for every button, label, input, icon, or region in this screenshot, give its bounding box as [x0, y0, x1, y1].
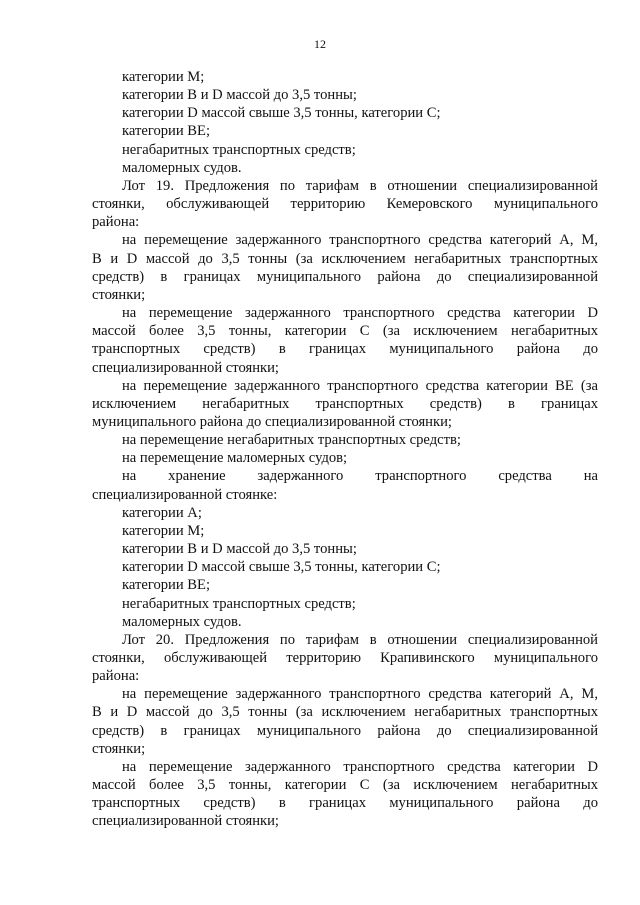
page-number: 12 [314, 37, 326, 51]
text-line: на перемещение задержанного транспортного средства категории D [122, 758, 598, 775]
text-line: В и D массой до 3,5 тонны (за исключением негабаритных транспортных [92, 704, 598, 721]
text-line: стоянки; [92, 286, 146, 303]
text-line: категории М; [122, 522, 205, 539]
text-line: категории D массой свыше 3,5 тонны, категории С; [122, 105, 441, 122]
text-line: категории М; [122, 69, 205, 85]
text-line: на перемещение задержанного транспортного средства категории ВЕ (за [122, 377, 598, 394]
text-line: негабаритных транспортных средств; [122, 595, 356, 612]
text-line: средств) в границах муниципального района до специализированной [92, 268, 598, 285]
text-line: района: [92, 214, 140, 231]
text-line: категории D массой свыше 3,5 тонны, категории С; [122, 559, 441, 576]
text-line: маломерных судов. [122, 613, 242, 630]
text-line: на перемещение задержанного транспортного средства категорий А, М, [122, 232, 598, 249]
text-line: на хранение задержанного транспортного средства на [122, 468, 598, 485]
text-line: района: [92, 668, 140, 685]
text-line: категории ВЕ; [122, 123, 211, 140]
text-line: стоянки, обслуживающей территорию Крапивинского муниципального [92, 650, 598, 666]
text-line: транспортных средств) в границах муниципального района до [92, 795, 598, 812]
text-line: категории В и D массой до 3,5 тонны; [122, 541, 357, 558]
text-line: специализированной стоянки; [92, 359, 279, 376]
text-line: на перемещение задержанного транспортного средства категорий А, М, [122, 686, 598, 703]
text-line: массой более 3,5 тонны, категории С (за исключением негабаритных [92, 777, 598, 794]
text-line: категории ВЕ; [122, 577, 211, 594]
text-line: массой более 3,5 тонны, категории С (за исключением негабаритных [92, 323, 598, 340]
text-line: на перемещение негабаритных транспортных средств; [122, 432, 461, 449]
document-body [92, 68, 598, 831]
text-line: средств) в границах муниципального района до специализированной [92, 722, 598, 739]
text-line: категории В и D массой до 3,5 тонны; [122, 87, 357, 104]
text-line: специализированной стоянки; [92, 813, 279, 830]
lot-19-heading: Лот 19. Предложения по тарифам в отношении специализированной [122, 177, 598, 194]
text-line: на перемещение задержанного транспортного средства категории D [122, 305, 598, 322]
text-line: транспортных средств) в границах муниципального района до [92, 341, 598, 358]
text-line: на перемещение маломерных судов; [122, 450, 348, 467]
text-line: исключением негабаритных транспортных средств) в границах [92, 395, 598, 412]
text-line: маломерных судов. [122, 159, 242, 176]
text-line: категории А; [122, 504, 202, 521]
text-line: В и D массой до 3,5 тонны (за исключением негабаритных транспортных [92, 250, 598, 267]
text-line: негабаритных транспортных средств; [122, 141, 356, 158]
lot-20-heading: Лот 20. Предложения по тарифам в отношении специализированной [122, 631, 598, 648]
text-line: стоянки, обслуживающей территорию Кемеровского муниципального [92, 196, 598, 213]
text-line: стоянки; [92, 740, 146, 757]
text-line: муниципального района до специализированной стоянки; [92, 413, 452, 430]
text-line: специализированной стоянке: [92, 486, 278, 503]
